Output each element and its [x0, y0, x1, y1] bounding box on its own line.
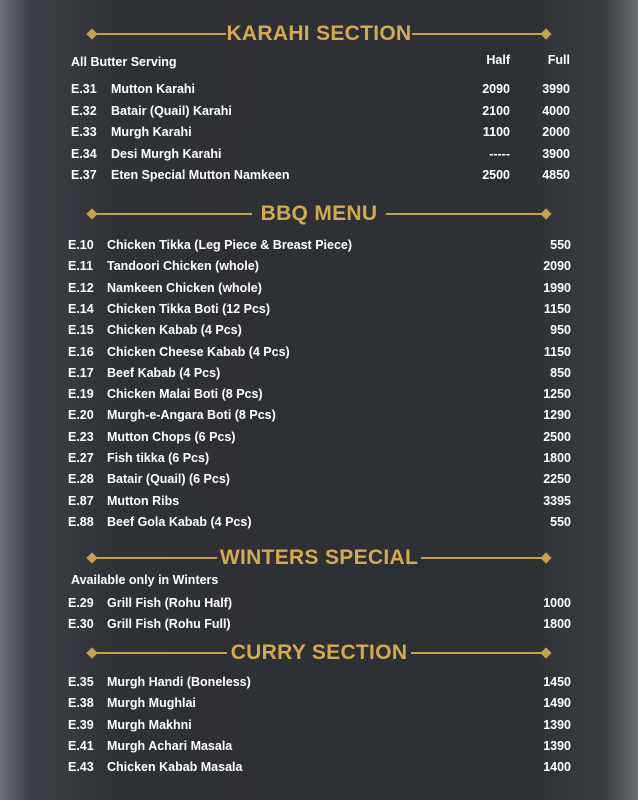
- karahi-section-title: KARAHI SECTION: [226, 22, 412, 45]
- item-price-half: -----: [489, 146, 510, 161]
- menu-item-row: [0, 469, 638, 489]
- item-code: E.43: [68, 760, 94, 775]
- divider-line: [412, 33, 546, 35]
- item-price: 1290: [543, 408, 571, 423]
- item-price-half: 2100: [482, 103, 510, 118]
- item-price: 1800: [543, 617, 571, 631]
- menu-item-row: [0, 593, 638, 613]
- item-name: Batair (Quail) Karahi: [111, 103, 232, 118]
- item-code: E.39: [68, 717, 94, 732]
- item-price: 1390: [543, 738, 571, 753]
- item-name: Chicken Tikka (Leg Piece & Breast Piece): [107, 238, 353, 252]
- item-name: Murgh Makhni: [107, 717, 192, 732]
- item-price: 950: [550, 323, 571, 338]
- item-code: E.33: [71, 125, 97, 139]
- item-price: 2250: [543, 472, 571, 487]
- item-code: E.17: [68, 365, 94, 380]
- item-code: E.88: [68, 514, 94, 529]
- item-name: Murgh Mughlai: [107, 696, 196, 711]
- menu-item-row: [0, 79, 638, 99]
- item-price: 550: [550, 514, 571, 529]
- item-price: 1990: [543, 280, 571, 295]
- item-name: Chicken Kabab Masala: [107, 760, 243, 775]
- menu-item-row: [0, 299, 638, 319]
- winters-section-title: WINTERS SPECIAL: [219, 546, 419, 569]
- item-code: E.11: [68, 259, 94, 274]
- menu-item-row: [0, 693, 638, 713]
- menu-item-row: [0, 278, 638, 298]
- item-price-full: 4000: [542, 103, 570, 118]
- menu-item-row: [0, 363, 638, 383]
- item-code: E.28: [68, 472, 94, 487]
- item-name: Grill Fish (Rohu Full): [107, 617, 231, 631]
- item-name: Desi Murgh Karahi: [111, 146, 222, 161]
- item-code: E.30: [68, 617, 94, 631]
- menu-item-row: [0, 320, 638, 340]
- item-code: E.41: [68, 738, 94, 753]
- item-price: 1150: [543, 344, 571, 359]
- bbq-section-title: BBQ MENU: [260, 202, 378, 225]
- item-price-full: 4850: [542, 168, 570, 182]
- item-code: E.38: [68, 696, 94, 711]
- column-header-full: Full: [547, 53, 570, 67]
- menu-item-row: [0, 427, 638, 447]
- item-code: E.16: [68, 344, 94, 359]
- karahi-section-header: [0, 21, 638, 47]
- item-code: E.20: [68, 408, 94, 423]
- menu-item-row: [0, 448, 638, 468]
- item-name: Murgh Karahi: [111, 125, 192, 139]
- item-name: Chicken Malai Boti (8 Pcs): [107, 387, 263, 402]
- menu-item-row: [0, 405, 638, 425]
- menu-item-row: [0, 757, 638, 777]
- item-price: 550: [550, 238, 571, 252]
- item-price: 1250: [543, 387, 571, 402]
- item-price: 2500: [543, 429, 571, 444]
- item-name: Beef Kabab (4 Pcs): [107, 365, 221, 380]
- menu-item-row: [0, 512, 638, 532]
- item-price: 2090: [543, 259, 571, 274]
- menu-item-row: [0, 101, 638, 121]
- item-price: 1390: [543, 717, 571, 732]
- winters-note: Available only in Winters: [71, 573, 219, 587]
- item-name: Mutton Ribs: [107, 493, 180, 508]
- item-code: E.14: [68, 301, 94, 316]
- column-header-half: Half: [486, 53, 510, 67]
- menu-item-row: [0, 144, 638, 164]
- item-price: 1000: [543, 596, 571, 610]
- item-price-full: 3990: [542, 82, 570, 96]
- item-name: Murgh Achari Masala: [107, 738, 233, 753]
- item-code: E.31: [71, 82, 97, 96]
- menu-item-row: [0, 384, 638, 404]
- item-code: E.87: [68, 493, 94, 508]
- item-code: E.15: [68, 323, 94, 338]
- divider-line: [421, 557, 546, 559]
- item-code: E.32: [71, 103, 97, 118]
- item-price: 1150: [543, 301, 571, 316]
- bbq-section-header: [0, 201, 638, 227]
- menu-item-row: [0, 491, 638, 511]
- item-price: 1800: [543, 451, 571, 465]
- item-code: E.23: [68, 429, 94, 444]
- item-name: Fish tikka (6 Pcs): [107, 451, 210, 465]
- item-name: Chicken Cheese Kabab (4 Pcs): [107, 344, 290, 359]
- item-price: 1400: [543, 760, 571, 775]
- item-code: E.12: [68, 280, 94, 295]
- menu-item-row: [0, 165, 638, 185]
- karahi-note: All Butter Serving: [71, 55, 177, 69]
- item-price-full: 3900: [542, 146, 570, 161]
- item-name: Grill Fish (Rohu Half): [107, 596, 232, 610]
- menu-item-row: [0, 736, 638, 756]
- item-code: E.29: [68, 596, 94, 610]
- menu-item-row: [0, 614, 638, 634]
- item-code: E.34: [71, 146, 97, 161]
- winters-section-header: [0, 545, 638, 571]
- item-price: 3395: [543, 493, 571, 508]
- item-code: E.37: [71, 168, 97, 182]
- item-code: E.19: [68, 387, 94, 402]
- item-name: Chicken Kabab (4 Pcs): [107, 323, 242, 338]
- item-code: E.10: [68, 238, 94, 252]
- item-name: Mutton Chops (6 Pcs): [107, 429, 236, 444]
- menu-item-row: [0, 672, 638, 692]
- item-name: Eten Special Mutton Namkeen: [111, 168, 290, 182]
- item-price-half: 1100: [482, 125, 510, 139]
- item-name: Chicken Tikka Boti (12 Pcs): [107, 301, 271, 316]
- curry-section-header: [0, 640, 638, 666]
- item-price-full: 2000: [542, 125, 570, 139]
- item-price-half: 2500: [482, 168, 510, 182]
- menu-item-row: [0, 715, 638, 735]
- item-price: 1490: [543, 696, 571, 711]
- item-name: Tandoori Chicken (whole): [107, 259, 259, 274]
- item-price: 850: [550, 365, 571, 380]
- item-name: Murgh-e-Angara Boti (8 Pcs): [107, 408, 276, 423]
- item-code: E.35: [68, 675, 94, 689]
- divider-line: [386, 213, 546, 215]
- item-price: 1450: [543, 675, 571, 689]
- divider-line: [411, 652, 546, 654]
- item-code: E.27: [68, 451, 94, 465]
- menu-item-row: [0, 342, 638, 362]
- menu-item-row: [0, 122, 638, 142]
- item-price-half: 2090: [482, 82, 510, 96]
- item-name: Batair (Quail) (6 Pcs): [107, 472, 230, 487]
- item-name: Namkeen Chicken (whole): [107, 280, 262, 295]
- item-name: Mutton Karahi: [111, 82, 196, 96]
- item-name: Murgh Handi (Boneless): [107, 675, 251, 689]
- curry-section-title: CURRY SECTION: [230, 641, 408, 664]
- item-name: Beef Gola Kabab (4 Pcs): [107, 514, 252, 529]
- menu-item-row: [0, 235, 638, 255]
- menu-item-row: [0, 256, 638, 276]
